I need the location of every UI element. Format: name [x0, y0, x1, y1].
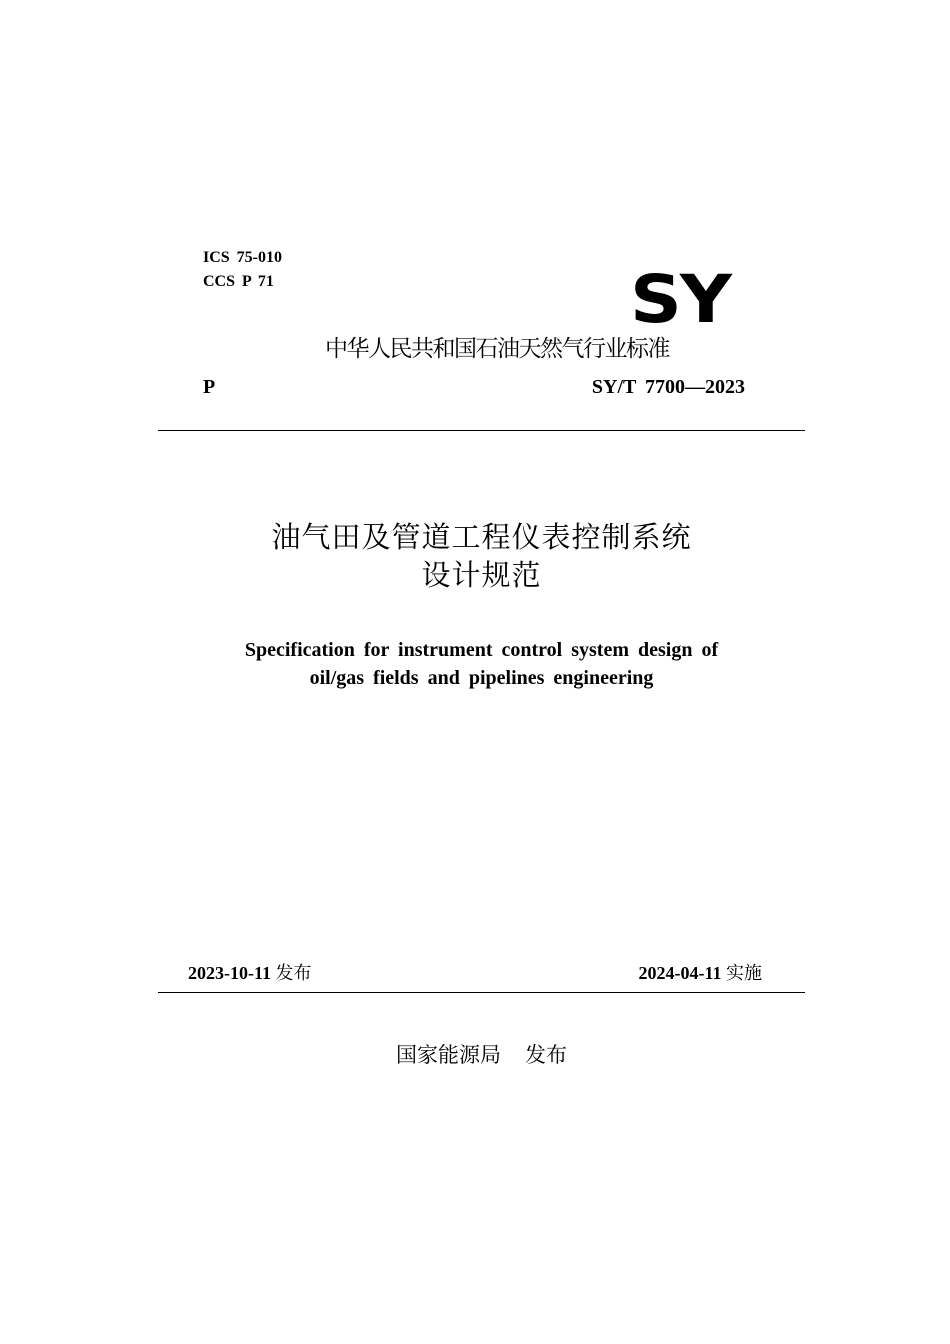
english-title	[158, 636, 805, 692]
top-divider	[158, 430, 805, 431]
sy-logo: SY	[630, 260, 730, 338]
english-title-line-2: oil/gas fields and pipelines engineering	[309, 667, 654, 689]
issue-date: 2023-10-11	[188, 963, 271, 983]
industry-standard-title: 中华人民共和国石油天然气行业标准	[325, 336, 669, 362]
english-title-line-1: Specification for instrument control system design of	[244, 639, 719, 661]
issue-date-block	[188, 960, 312, 987]
implementation-date-block	[639, 960, 763, 987]
implementation-label: 实施	[726, 963, 762, 984]
issue-label: 发布	[275, 963, 312, 984]
publisher-name: 国家能源局	[396, 1043, 501, 1067]
chinese-title-line-2: 设计规范	[421, 558, 542, 592]
ics-code: ICS 75-010	[203, 249, 283, 266]
classification-codes	[203, 246, 282, 294]
chinese-title	[158, 518, 805, 594]
standard-number: SY/T 7700—2023	[591, 376, 745, 398]
category-code: P	[203, 376, 216, 398]
publisher-label: 发布	[525, 1043, 567, 1067]
bottom-divider	[158, 992, 805, 993]
ccs-code: CCS P 71	[203, 273, 274, 290]
implementation-date: 2024-04-11	[638, 963, 722, 983]
publisher-line	[158, 1040, 805, 1070]
chinese-title-line-1: 油气田及管道工程仪表控制系统	[271, 520, 692, 554]
